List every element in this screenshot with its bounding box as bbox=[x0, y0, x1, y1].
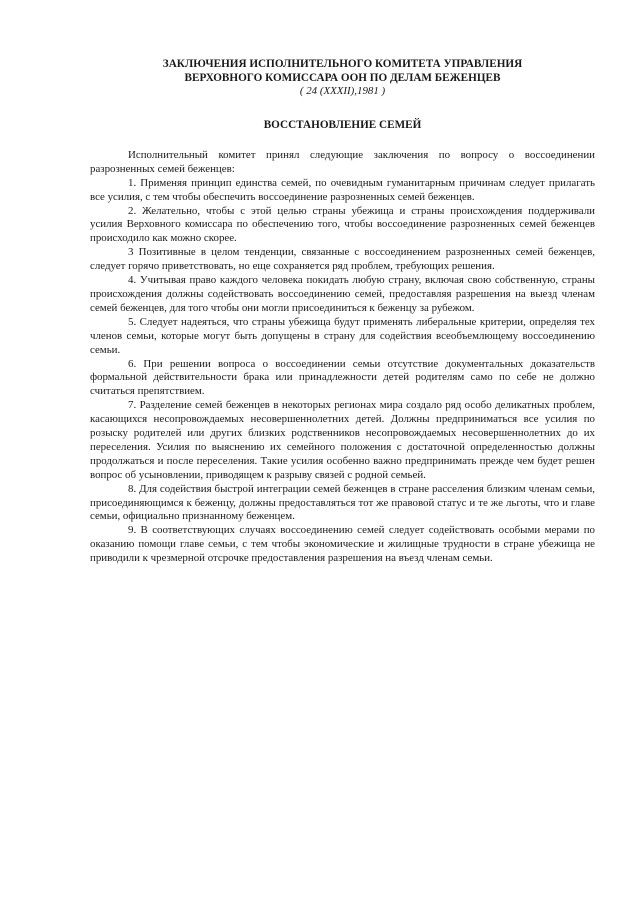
paragraph-9: 9. В соответствующих случаях воссоединению семей следует содействовать особыми мерами по оказанию помощи главе семьи, с тем чтобы экономические и жилищные трудности в стране убежища не приводили к чрезмерной отсрочке предоставления разрешения на въезд членам семьи. bbox=[90, 524, 595, 565]
paragraph-3: 3 Позитивные в целом тенденции, связанные с воссоединением разрозненных семей беженцев, следует горячо приветствовать, но еще сохраняется ряд проблем, требующих решения. bbox=[90, 246, 595, 273]
paragraph-1: 1. Применяя принцип единства семей, по очевидным гуманитарным причинам следует прилагать все усилия, с тем чтобы обеспечить воссоединение разрозненных семей беженцев. bbox=[90, 176, 595, 203]
document-title-line-1: ЗАКЛЮЧЕНИЯ ИСПОЛНИТЕЛЬНОГО КОМИТЕТА УПРАВЛЕНИЯ bbox=[162, 58, 523, 70]
paragraph-6: 6. При решении вопроса о воссоединении семьи отсутствие документальных доказательств формальной действительности брака или принадлежности детей родителям само по себе не должно считаться препятствием. bbox=[90, 357, 595, 398]
document-title-line-2: ВЕРХОВНОГО КОМИССАРА ООН ПО ДЕЛАМ БЕЖЕНЦЕВ bbox=[184, 71, 501, 84]
session-reference: ( 24 (XXXII),1981 ) bbox=[299, 85, 386, 97]
paragraph-8: 8. Для содействия быстрой интеграции семей беженцев в стране расселения близким членам семьи, присоединяющимся к беженцу, должны предоставляться тот же правовой статус и те же льготы, что и главе семьи, официально признанному беженцем. bbox=[90, 482, 595, 523]
paragraph-5: 5. Следует надеяться, что страны убежища будут применять либеральные критерии, определяя тех членов семьи, которые могут быть допущены в страну для содействия всеобъемлющему воссоединению семьи. bbox=[90, 315, 595, 356]
document-page bbox=[90, 58, 595, 566]
paragraph-2: 2. Желательно, чтобы с этой целью страны убежища и страны происхождения поддерживали усилия Верховного комиссара по обеспечению того, чтобы воссоединение разрозненных семей беженцев происходило как можно скорее. bbox=[90, 204, 595, 245]
body-text bbox=[90, 149, 595, 566]
paragraph-4: 4. Учитывая право каждого человека покидать любую страну, включая свою собственную, страны происхождения должны содействовать воссоединению семей, предоставляя разрешения на выезд членам семей беженцев, для того чтобы они могли присоединиться к беженцу за рубежом. bbox=[90, 274, 595, 314]
paragraph-intro: Исполнительный комитет принял следующие заключения по вопросу о воссоединении разрозненных семей беженцев: bbox=[90, 148, 595, 175]
section-heading: ВОССТАНОВЛЕНИЕ СЕМЕЙ bbox=[263, 119, 422, 131]
paragraph-7: 7. Разделение семей беженцев в некоторых регионах мира создало ряд особо деликатных проблем, касающихся несопровождаемых несовершеннолетних детей. Должны предприниматься все усилия по розыску родителей или других близких родственников несопровождаемых несовершеннолетних до их переселения. Усилия по выяснению их семейного положения с достаточной определенностью должны продолжаться и после переселения. Такие усилия особенно важно предпринимать прежде чем будет решен вопрос об усыновлении, приводящем к разрыву связей с родной семьей. bbox=[90, 399, 595, 481]
